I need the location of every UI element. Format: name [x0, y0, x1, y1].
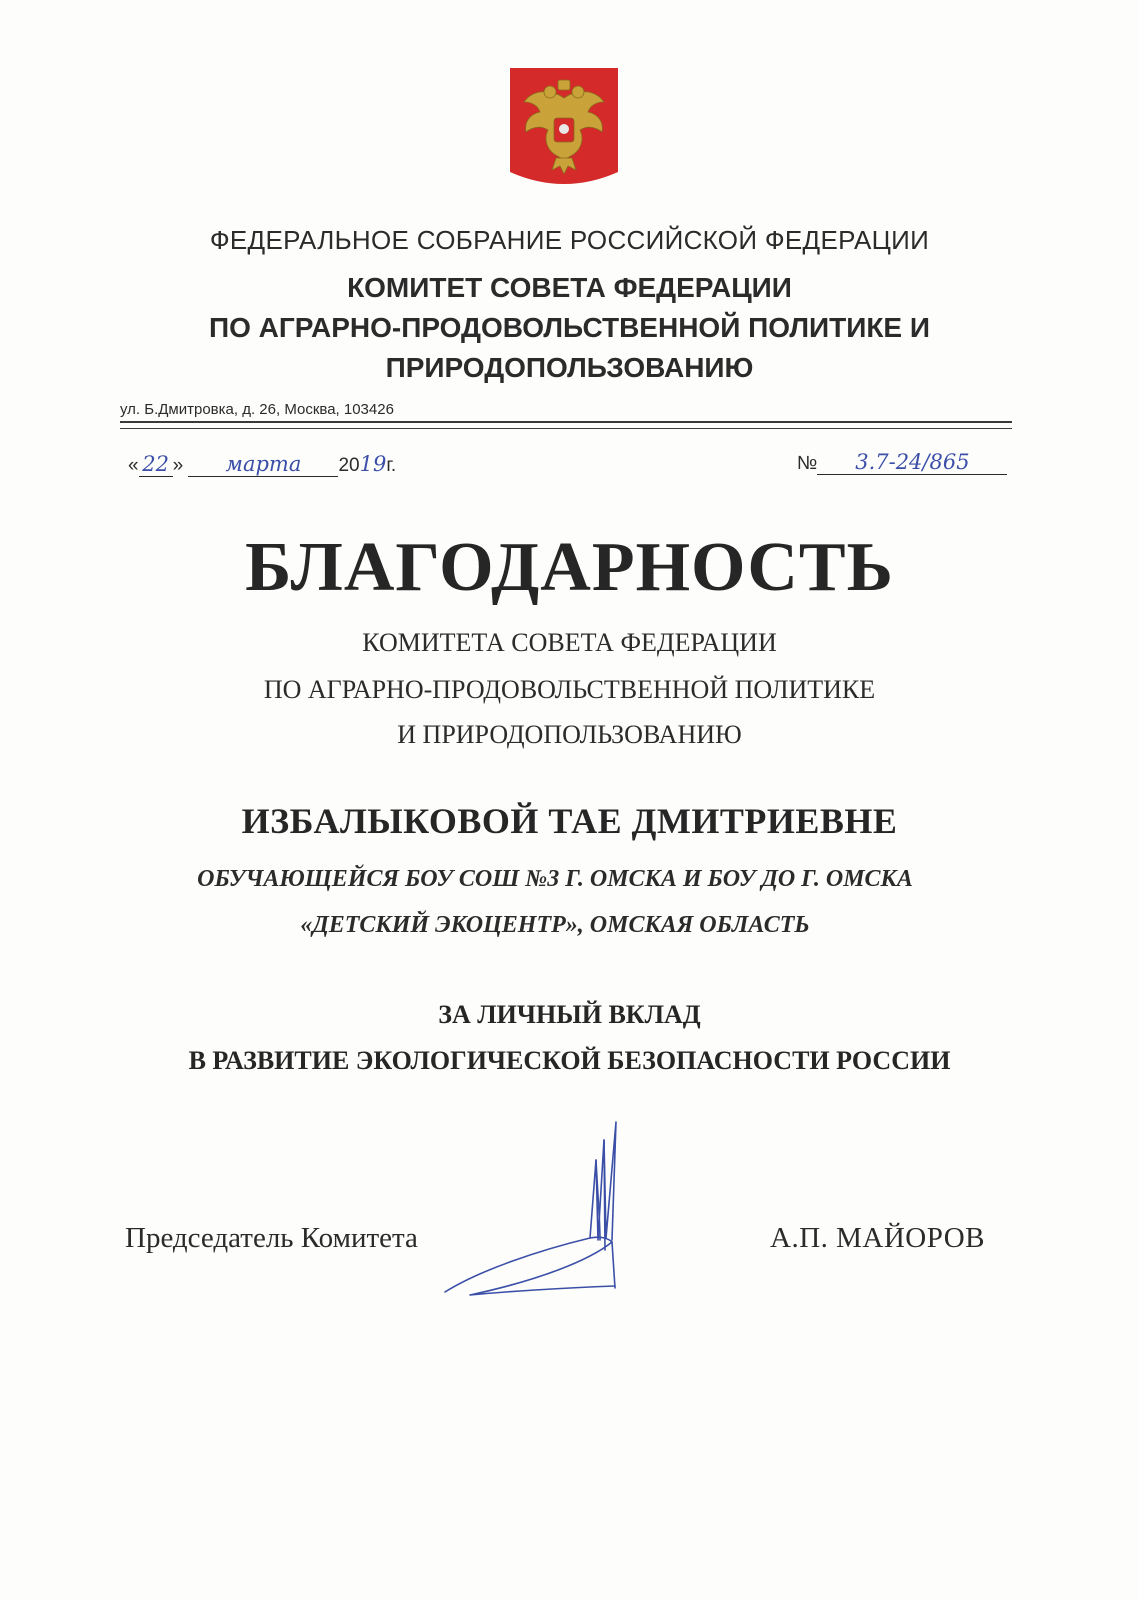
document-title: БЛАГОДАРНОСТЬ [245, 529, 894, 606]
recipient-name: ИЗБАЛЫКОВОЙ ТАЕ ДМИТРИЕВНЕ [241, 801, 898, 841]
committee-name-line: ПО АГРАРНО-ПРОДОВОЛЬСТВЕННОЙ ПОЛИТИКЕ И [209, 312, 930, 343]
divider-thin [120, 428, 1012, 429]
signatory-name: А.П. МАЙОРОВ [770, 1222, 986, 1254]
committee-name [0, 268, 1139, 388]
quote-open: « [128, 455, 139, 476]
document-number [797, 450, 1007, 475]
date-year-suffix: 19 [359, 452, 387, 476]
subtitle-line: КОМИТЕТА СОВЕТА ФЕДЕРАЦИИ [362, 628, 777, 657]
merit-text: ЗА ЛИЧНЫЙ ВКЛАД [438, 1000, 701, 1029]
address: ул. Б.Дмитровка, д. 26, Москва, 103426 [120, 401, 394, 418]
quote-close: » [172, 455, 184, 476]
divider-thick [120, 421, 1012, 423]
number-value: 3.7-24/865 [817, 450, 1007, 475]
merit-text: В РАЗВИТИЕ ЭКОЛОГИЧЕСКОЙ БЕЗОПАСНОСТИ РОССИИ [188, 1046, 951, 1075]
date-year-unit: г. [386, 455, 397, 476]
subtitle-line: И ПРИРОДОПОЛЬЗОВАНИЮ [397, 720, 742, 749]
date-day: 22 [139, 452, 173, 477]
number-prefix: № [797, 453, 818, 474]
signatory-position: Председатель Комитета [125, 1222, 418, 1254]
document-date [128, 452, 396, 477]
committee-name-line: ПРИРОДОПОЛЬЗОВАНИЮ [385, 352, 754, 383]
committee-name-line: КОМИТЕТ СОВЕТА ФЕДЕРАЦИИ [347, 272, 792, 303]
coat-of-arms-icon [510, 68, 618, 190]
recipient-description: «ДЕТСКИЙ ЭКОЦЕНТР», ОМСКАЯ ОБЛАСТЬ [300, 912, 810, 938]
parliament-name: ФЕДЕРАЛЬНОЕ СОБРАНИЕ РОССИЙСКОЙ ФЕДЕРАЦИИ [209, 225, 930, 255]
subtitle-line: ПО АГРАРНО-ПРОДОВОЛЬСТВЕННОЙ ПОЛИТИКЕ [263, 675, 876, 704]
handwritten-signature [440, 1120, 650, 1330]
date-month: марта [188, 452, 338, 477]
recipient-description: ОБУЧАЮЩЕЙСЯ БОУ СОШ №3 Г. ОМСКА И БОУ ДО Г. ОМСКА [197, 866, 913, 892]
date-year-prefix: 20 [338, 455, 360, 476]
